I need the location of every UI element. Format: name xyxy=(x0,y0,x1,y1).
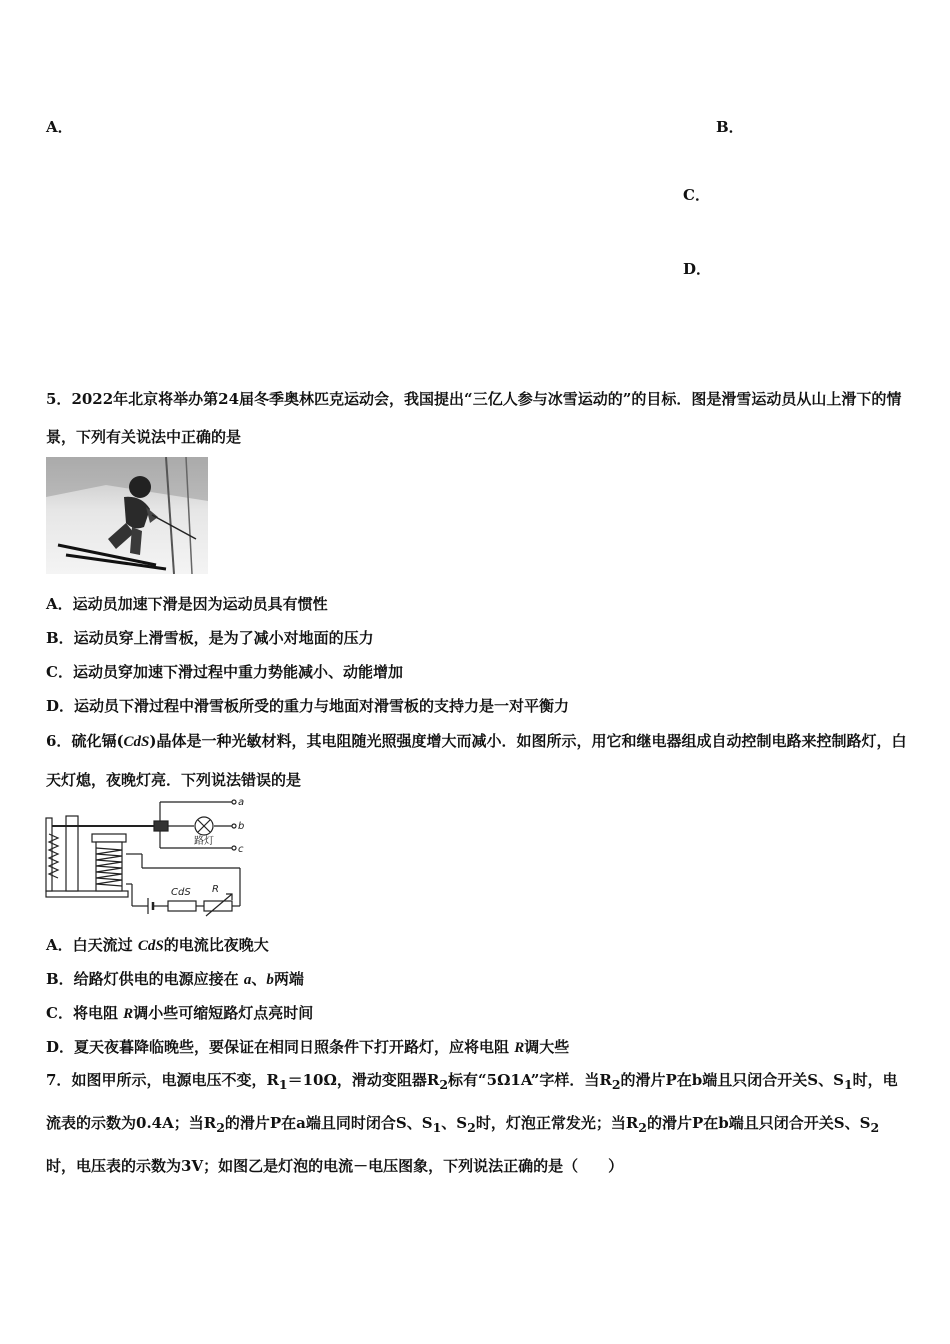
cds-label: CdS xyxy=(171,887,191,898)
lamp-label: 路灯 xyxy=(194,836,214,847)
q6-option-d: D．夏天夜暮降临晚些，要保证在相同日照条件下打开路灯，应将电阻 R调大些 xyxy=(46,1038,570,1056)
terminal-c-label: c xyxy=(238,844,244,855)
q5-option-b: B．运动员穿上滑雪板，是为了减小对地面的压力 xyxy=(46,629,374,647)
skier-photo xyxy=(46,457,208,574)
q6-number: 6． xyxy=(46,732,72,750)
q4-option-b: B． xyxy=(716,118,744,136)
q6-stem-cds: CdS xyxy=(123,734,150,750)
q5-number: 5． xyxy=(46,390,72,408)
terminal-a-label: a xyxy=(238,797,245,808)
relay-circuit-diagram xyxy=(44,794,248,918)
q4-option-c: C． xyxy=(683,186,710,204)
q5-stem xyxy=(46,380,908,456)
q4-option-a: A． xyxy=(46,118,73,136)
q5-stem-text: 2022年北京将举办第24届冬季奥林匹克运动会，我国提出“三亿人参与冰雪运动的”的目标．图是滑雪运动员从山上滑下的情景，下列有关说法中正确的是 xyxy=(46,390,902,446)
r-label: R xyxy=(212,884,219,895)
q6-stem xyxy=(46,722,908,799)
q5-option-a: A．运动员加速下滑是因为运动员具有惯性 xyxy=(46,595,328,613)
q5-option-d: D．运动员下滑过程中滑雪板所受的重力与地面对滑雪板的支持力是一对平衡力 xyxy=(46,697,570,715)
q6-option-a: A．白天流过 CdS的电流比夜晚大 xyxy=(46,936,269,954)
q4-option-d: D． xyxy=(683,260,712,278)
q7-stem: 7．如图甲所示，电源电压不变，$R_1=10\Omega$，滑动变阻器$R_2$标有“5Ω1A”字样．当$R_2$的滑片P在b端且只闭合开关S、$S_1$时，电流表的示数为0.4A；当$R_2$的滑片P在a端且同时闭合S、$S_1$、$S_2$时，灯泡正常发光；当$R_2$的滑片P在b端且只闭合开关S、$S_2$时，电压表的示数为3V；如图乙是灯泡的电流－电压图象，下列说法正确的是（ ） xyxy=(46,1071,898,1175)
q5-option-c: C．运动员穿加速下滑过程中重力势能减小、动能增加 xyxy=(46,663,403,681)
q6-stem-b: )晶体是一种光敏材料，其电阻随光照强度增大而减小．如图所示，用它和继电器组成自动控制电路来控制路灯，白天灯熄，夜晚灯亮．下列说法错误的是 xyxy=(46,732,907,789)
terminal-b-label: b xyxy=(238,821,245,832)
q6-option-b: B．给路灯供电的电源应接在 a、b两端 xyxy=(46,970,304,988)
q6-option-c: C．将电阻 R调小些可缩短路灯点亮时间 xyxy=(46,1004,314,1022)
q6-stem-a: 硫化镉( xyxy=(71,732,124,750)
